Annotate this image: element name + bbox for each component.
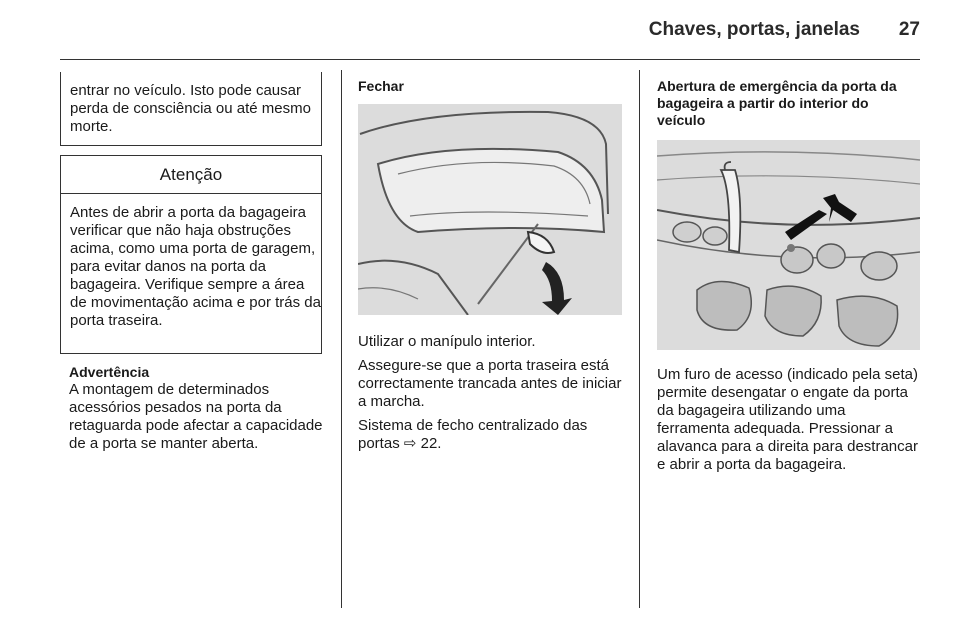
- fechar-para-2: Assegure-se que a porta traseira está correctamente trancada antes de iniciar a marcha.: [358, 357, 622, 410]
- fechar-para-3-prefix: Sistema de fecho centralizado das portas: [358, 417, 588, 452]
- warning-continuation-text: entrar no veículo. Isto pode causar perda de consciência ou até mesmo morte.: [70, 82, 311, 135]
- emergency-para-1: Um furo de acesso (indicado pela seta) permite desengatar o engate da porta da bagageira utilizando uma ferramenta adequada. Pressionar a alavanca para a direita para destrancar e abrir a porta da bagageira.: [657, 366, 918, 473]
- emergency-opening-text: [657, 366, 922, 474]
- tailgate-closing-illustration: [358, 104, 622, 315]
- fechar-para-3: [358, 417, 628, 453]
- emergency-access-illustration: [657, 140, 920, 350]
- attention-body: [61, 194, 321, 330]
- fechar-text: [358, 333, 628, 459]
- attention-heading: Atenção: [61, 156, 321, 194]
- advertencia-heading: Advertência: [69, 364, 150, 380]
- attention-box: [60, 155, 322, 354]
- column-divider-2: [639, 70, 640, 608]
- fechar-heading: Fechar: [358, 78, 404, 94]
- column-divider-1: [341, 70, 342, 608]
- emergency-opening-heading: Abertura de emergência da porta da bagageira a partir do interior do veículo: [657, 78, 897, 128]
- header-title: Chaves, portas, janelas: [648, 19, 860, 40]
- attention-text: Antes de abrir a porta da bagageira verificar que não haja obstruções acima, como uma porta de garagem, para evitar danos na porta da bagageira. Verifique sempre a área de movimentação acima e por trás da porta traseira.: [70, 204, 321, 329]
- header-divider: [60, 59, 920, 60]
- reference-arrow-icon: ⇨: [403, 435, 417, 452]
- fechar-para-1: Utilizar o manípulo interior.: [358, 333, 536, 350]
- page-number: 27: [898, 19, 920, 40]
- advertencia-section: [69, 363, 334, 453]
- fechar-para-3-suffix: 22.: [416, 435, 442, 452]
- advertencia-text: A montagem de determinados acessórios pesados na porta da retaguarda pode afectar a capacidade de a porta se manter aberta.: [69, 381, 323, 452]
- warning-box-continuation: [60, 72, 322, 146]
